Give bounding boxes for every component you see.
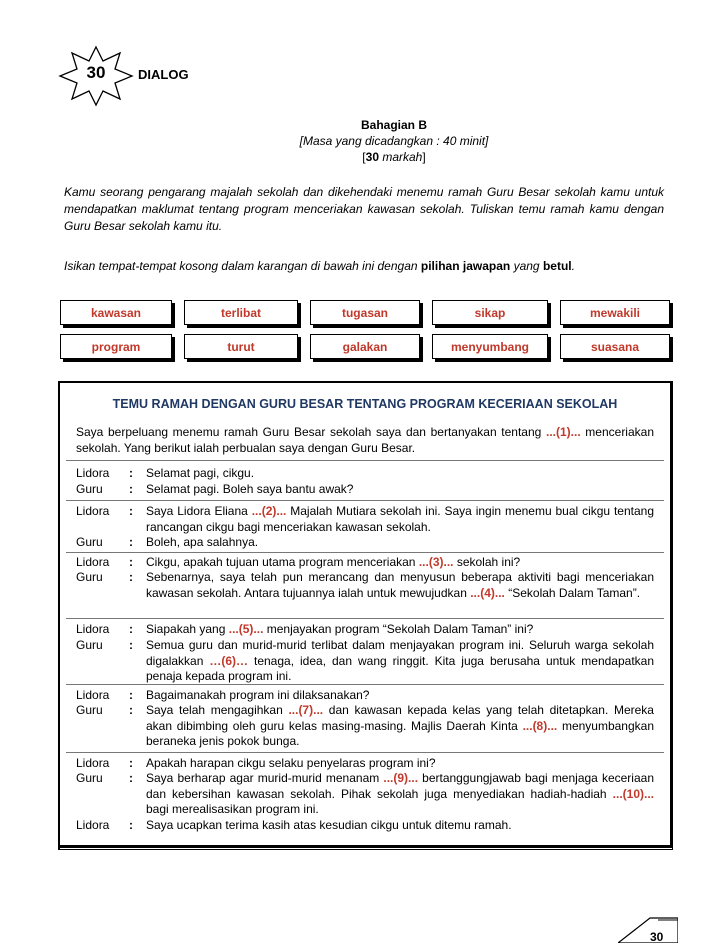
page-number-box (618, 910, 678, 943)
task-instruction: Kamu seorang pengarang majalah sekolah dan dikehendaki menemu ramah Guru Besar sekolah kamu untuk mendapatkan maklumat tentang program menceriakan kawasan sekolah. Tuliskan temu ramah kamu dengan Guru Besar sekolah kamu itu. (64, 185, 664, 233)
divider (66, 684, 664, 685)
section-type-label: DIALOG (138, 67, 189, 82)
word-option: program (60, 334, 172, 359)
word-option: suasana (560, 334, 670, 359)
word-option: galakan (310, 334, 420, 359)
question-number: 30 (86, 63, 106, 82)
dialog-box-shadow (58, 845, 672, 848)
divider (66, 552, 664, 553)
word-option: menyumbang (432, 334, 548, 359)
fill-instruction: Isikan tempat-tempat kosong dalam karangan di bawah ini dengan pilihan jawapan yang betul. (64, 259, 575, 273)
divider (66, 460, 664, 461)
section-time: [Masa yang dicadangkan : 40 minit] (299, 134, 489, 148)
dialog-box-shadow-right (670, 381, 673, 848)
dialog-title: TEMU RAMAH DENGAN GURU BESAR TENTANG PROGRAM KECERIAAN SEKOLAH (112, 397, 618, 411)
divider (66, 618, 664, 619)
section-title: Bahagian B (360, 118, 427, 132)
word-option: kawasan (60, 300, 172, 325)
word-option: tugasan (310, 300, 420, 325)
divider (66, 752, 664, 753)
word-option: terlibat (184, 300, 298, 325)
dialog-intro: Saya berpeluang menemu ramah Guru Besar sekolah saya dan bertanyakan tentang ...(1)... menceriakan sekolah. Yang berikut ialah perbualan saya dengan Guru Besar. (76, 425, 654, 455)
section-marks: [30 markah] (362, 150, 426, 164)
word-option: mewakili (560, 300, 670, 325)
divider (66, 500, 664, 501)
word-option: sikap (432, 300, 548, 325)
word-option: turut (184, 334, 298, 359)
page-number: 30 (650, 930, 664, 944)
section-info (0, 117, 728, 165)
